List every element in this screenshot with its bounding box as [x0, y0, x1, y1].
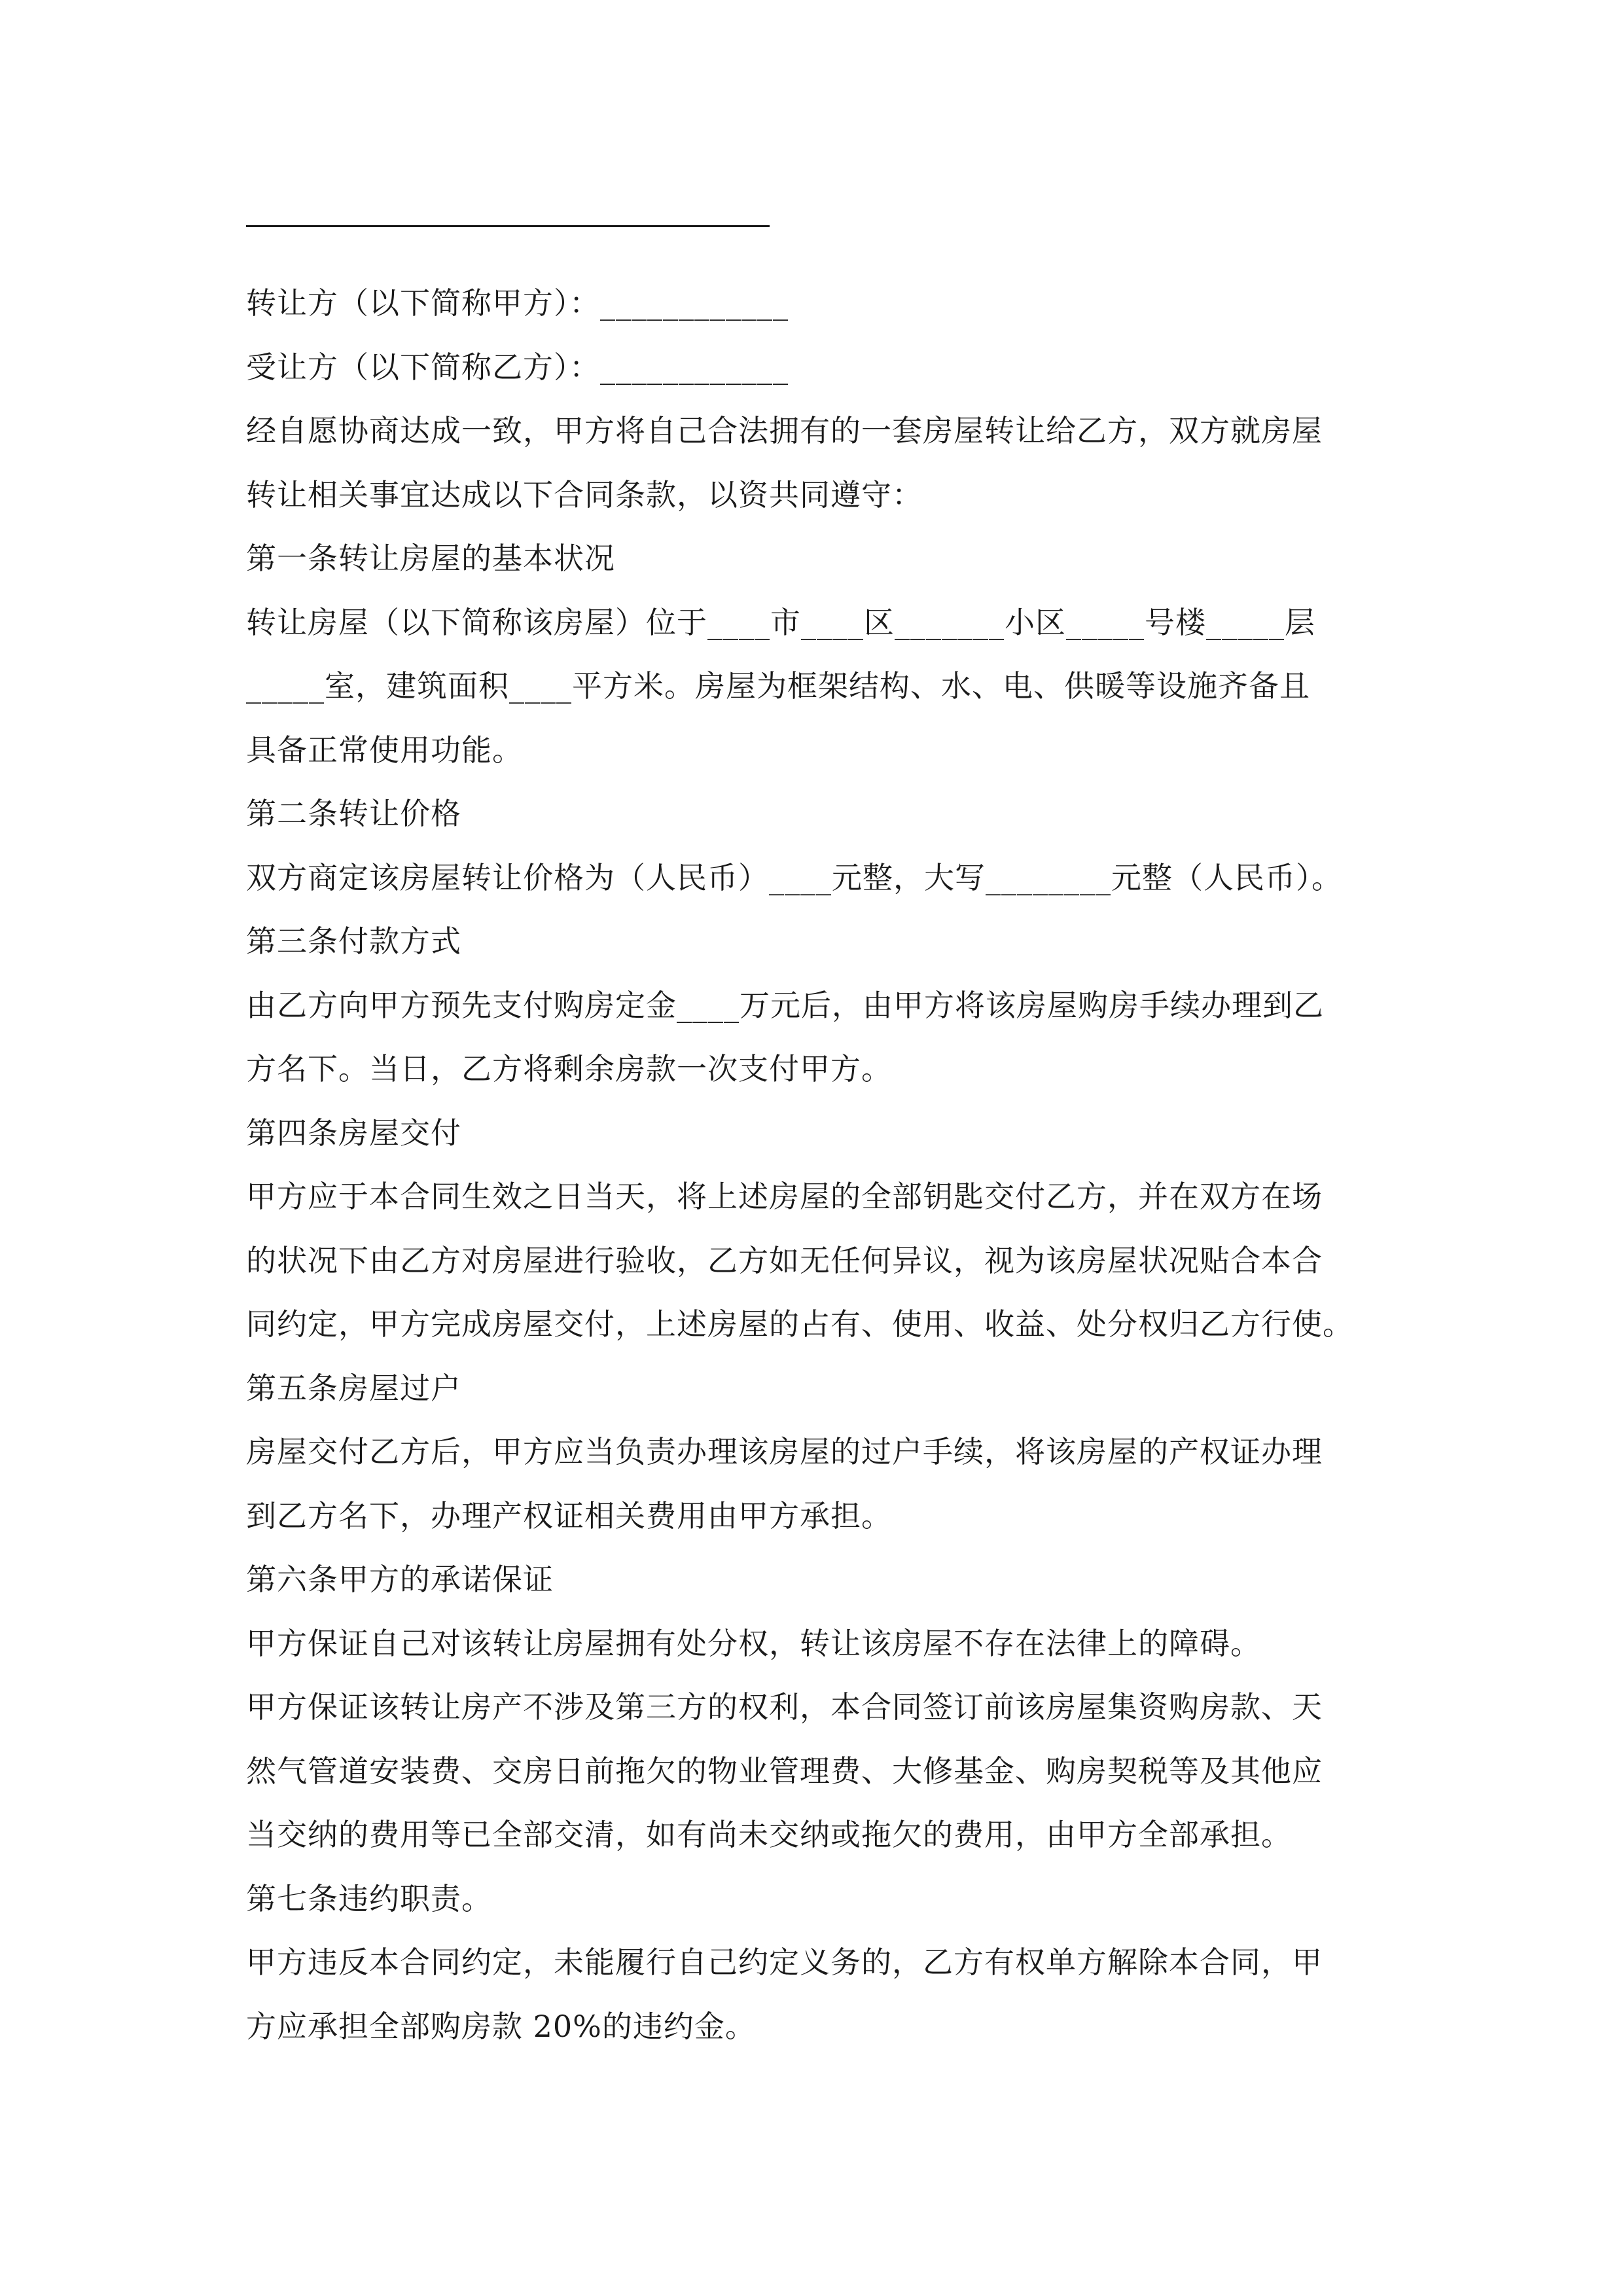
preamble-line-1: 经自愿协商达成一致，甲方将自己合法拥有的一套房屋转让给乙方，双方就房屋 [246, 413, 1323, 448]
article-1-heading: 第一条转让房屋的基本状况 [246, 541, 615, 576]
article-1-line-2: _____室，建筑面积____平方米。房屋为框架结构、水、电、供暖等设施齐备且 [246, 668, 1310, 704]
preamble-line-2: 转让相关事宜达成以下合同条款，以资共同遵守： [246, 476, 923, 512]
article-4-line-3: 同约定，甲方完成房屋交付，上述房屋的占有、使用、收益、处分权归乙方行使。 [246, 1306, 1353, 1342]
article-6-line-4: 当交纳的费用等已全部交清，如有尚未交纳或拖欠的费用，由甲方全部承担。 [246, 1817, 1292, 1852]
article-3-line-1: 由乙方向甲方预先支付购房定金____万元后，由甲方将该房屋购房手续办理到乙 [246, 987, 1324, 1023]
article-3-heading: 第三条付款方式 [246, 924, 461, 959]
article-6-line-1: 甲方保证自己对该转让房屋拥有处分权，转让该房屋不存在法律上的障碍。 [246, 1625, 1261, 1661]
article-7-line-2: 方应承担全部购房款 20%的违约金。 [246, 2008, 756, 2044]
article-7-heading: 第七条违约职责。 [246, 1880, 492, 1916]
article-6-line-3: 然气管道安装费、交房日前拖欠的物业管理费、大修基金、购房契税等及其他应 [246, 1753, 1323, 1789]
article-1-line-1: 转让房屋（以下简称该房屋）位于____市____区_______小区_____号楼_____层 [246, 604, 1315, 640]
article-4-heading: 第四条房屋交付 [246, 1115, 461, 1151]
article-2-heading: 第二条转让价格 [246, 796, 461, 831]
article-6-heading: 第六条甲方的承诺保证 [246, 1562, 554, 1597]
party-a-line: 转让方（以下简称甲方）：____________ [246, 285, 789, 321]
party-b-line: 受让方（以下简称乙方）：____________ [246, 349, 789, 385]
contract-body [246, 208, 1385, 2058]
article-5-line-1: 房屋交付乙方后，甲方应当负责办理该房屋的过户手续，将该房屋的产权证办理 [246, 1434, 1323, 1469]
article-3-line-2: 方名下。当日，乙方将剩余房款一次支付甲方。 [246, 1051, 892, 1086]
article-5-heading: 第五条房屋过户 [246, 1370, 461, 1406]
title-rule [246, 225, 770, 227]
article-7-line-1: 甲方违反本合同约定，未能履行自己约定义务的，乙方有权单方解除本合同，甲 [246, 1945, 1323, 1980]
article-5-line-2: 到乙方名下，办理产权证相关费用由甲方承担。 [246, 1498, 892, 1534]
article-4-line-2: 的状况下由乙方对房屋进行验收，乙方如无任何异议，视为该房屋状况贴合本合 [246, 1242, 1323, 1278]
article-2-line-1: 双方商定该房屋转让价格为（人民币）____元整，大写________元整（人民币）。 [246, 859, 1342, 895]
article-1-line-3: 具备正常使用功能。 [246, 732, 523, 768]
article-4-line-1: 甲方应于本合同生效之日当天，将上述房屋的全部钥匙交付乙方，并在双方在场 [246, 1179, 1323, 1214]
article-6-line-2: 甲方保证该转让房产不涉及第三方的权利，本合同签订前该房屋集资购房款、天 [246, 1689, 1323, 1725]
